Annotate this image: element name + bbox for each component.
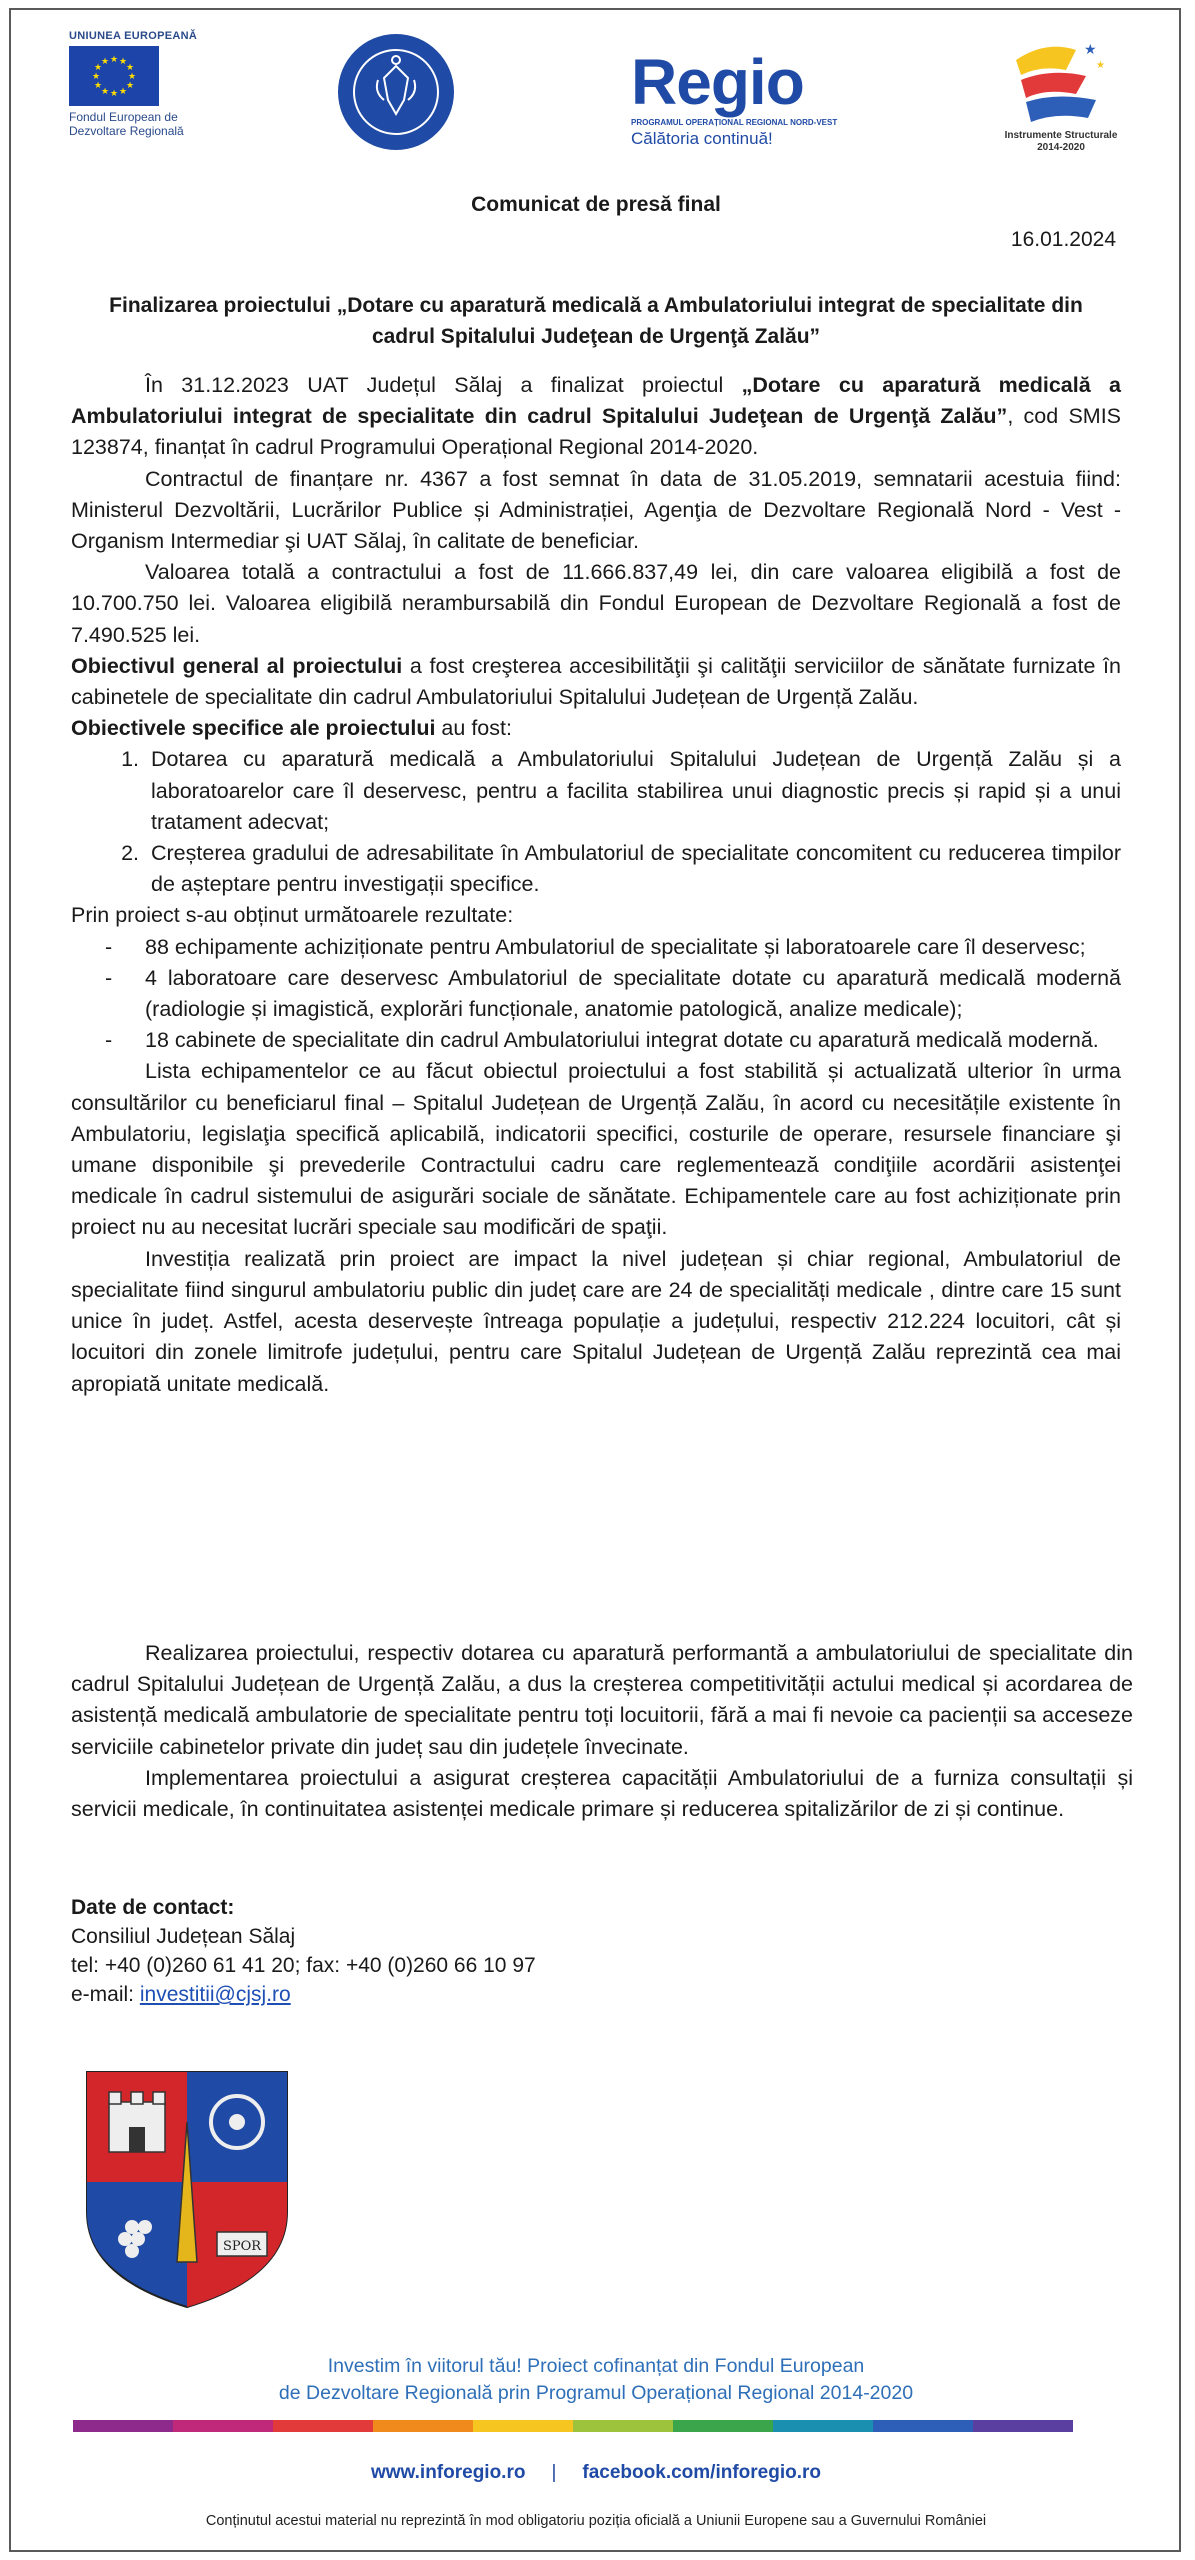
result-text: 88 echipamente achiziționate pentru Ambulatoriul de specialitate și laboratoarele care îl deservesc;	[145, 934, 1086, 959]
funding-line-1: Investim în viitorul tău! Proiect cofinanțat din Fondul European	[327, 2355, 865, 2377]
footer-links	[11, 2462, 1181, 2484]
color-stripe-segment	[973, 2420, 1073, 2432]
svg-text:★: ★	[100, 57, 110, 67]
intro-text-1: În 31.12.2023 UAT Județul Sălaj a finalizat proiectul	[145, 373, 742, 397]
general-objective-text: a fost creşterea accesibilităţii şi calităţii serviciilor de sănătate furnizate în cabinetele de specialitate din cadrul Ambulatoriului Spitalului Județean de Urgență Zalău.	[71, 653, 1121, 710]
paragraph-impact: Investiția realizată prin proiect are impact la nivel județean și chiar regional, Ambulatoriul de specialitate fiind singurul ambulatoriu public din județ care are 24 de specialități medicale , dintre care 15 sunt unice în județ. Astfel, acesta deservește întreaga populație a județului, respectiv 212.224 locuitori, cât și locuitori din zonele limitrofe județului, pentru care Spitalul Județean de Urgență Zalău reprezintă cea mai apropiată unitate medicală.	[71, 1246, 1121, 1396]
paragraph-results-intro: Prin proiect s-au obținut următoarele rezultate:	[71, 903, 514, 928]
is-caption-line-1: Instrumente Structurale	[1004, 130, 1118, 141]
structural-instruments-icon	[1006, 30, 1116, 130]
svg-text:★: ★	[100, 87, 110, 97]
results-list	[71, 932, 1121, 1057]
press-release-page	[9, 8, 1181, 2552]
website-link[interactable]: www.inforegio.ro	[371, 2462, 526, 2483]
disclaimer: Conținutul acestui material nu reprezintă în mod obligatoriu poziția oficială a Uniunii Europene sau a Guvernului României	[205, 2513, 987, 2529]
result-text: 18 cabinete de specialitate din cadrul Ambulatoriului integrat dotate cu aparatură medicală modernă.	[145, 1028, 1099, 1053]
email-link[interactable]: investitii@cjsj.ro	[139, 1983, 291, 2006]
svg-text:★: ★	[1096, 60, 1105, 71]
paragraph-equipment-list: Lista echipamentelor ce au făcut obiectul proiectului a fost stabilită și actualizată ulterior în urma consultărilor cu beneficiarul final – Spitalul Județean de Urgență Zalău, în acord cu necesitățile existente în Ambulatoriu, legislaţia specifică aplicabilă, indicatorii specifici, costurile de operare, resursele financiare şi umane disponibile şi prevederile Contractului cadru care reglementează condiţiile acordării asistenţei medicale în cadrul sistemului de asigurări sociale de sănătate. Echipamentele care au fost achiziționate prin proiect nu au necesitat lucrări speciale sau modificări de spaţii.	[71, 1059, 1121, 1240]
list-item	[71, 932, 1121, 963]
paragraph-implementation: Implementarea proiectului a asigurat creșterea capacității Ambulatoriului de a furniza consultații și servicii medicale, în continuitatea asistenței medicale primare și reducerea spitalizărilor de zi și continue.	[71, 1765, 1133, 1822]
press-release-date: 16.01.2024	[1010, 228, 1116, 251]
body-text-conclusion	[71, 1638, 1133, 1825]
funding-statement	[11, 2353, 1181, 2407]
svg-text:★: ★	[1084, 42, 1097, 58]
paragraph-specific-objectives	[71, 713, 1121, 744]
color-stripe-segment	[373, 2420, 473, 2432]
project-name: „Dotare cu aparatură medicală a Ambulatoriului integrat de specialitate din cadrul Spitalului Judeţean de Urgenţă Zalău”	[71, 373, 1121, 429]
structural-instruments-caption	[986, 130, 1136, 154]
eu-caption-line-2: Dezvoltare Regională	[69, 124, 184, 138]
svg-text:★: ★	[127, 72, 137, 82]
eu-caption-line-1: Fondul European de	[69, 110, 178, 124]
regio-logo	[631, 46, 851, 149]
specific-objectives-text: au fost:	[435, 716, 512, 741]
paragraph-value: Valoarea totală a contractului a fost de 11.666.837,49 lei, din care valoarea eligibilă a fost de 10.700.750 lei. Valoarea eligibilă nerambursabilă din Fondul European de Dezvoltare Regională a fost de 7.490.525 lei.	[71, 560, 1121, 647]
eu-logo-caption	[69, 110, 209, 138]
specific-objectives-list	[71, 744, 1121, 900]
funding-line-2: de Dezvoltare Regională prin Programul Operațional Regional 2014-2020	[278, 2382, 914, 2404]
salaj-county-crest-icon	[77, 2062, 297, 2312]
color-stripe-segment	[173, 2420, 273, 2432]
svg-text:★: ★	[118, 87, 128, 97]
list-dash: -	[105, 1028, 113, 1053]
contact-email-line	[71, 1980, 536, 2009]
svg-text:★: ★	[125, 81, 135, 91]
government-seal-icon	[334, 30, 458, 154]
list-item	[71, 963, 1121, 1025]
crest-text: SPOR	[222, 2239, 262, 2254]
contact-block	[71, 1893, 536, 2009]
color-stripe-segment	[773, 2420, 873, 2432]
svg-text:★: ★	[109, 55, 119, 65]
color-stripe-segment	[273, 2420, 373, 2432]
color-stripe-segment	[573, 2420, 673, 2432]
intro-text-2: , cod SMIS 123874, finanțat în cadrul Programului Operațional Regional 2014-2020.	[71, 404, 1122, 460]
email-label: e-mail:	[71, 1983, 140, 2006]
list-item: 2. Creșterea gradului de adresabilitate în Ambulatoriul de specialitate concomitent cu reducerea timpilor de așteptare pentru investigații specifice.	[145, 838, 1121, 900]
is-caption-line-2: 2014-2020	[1037, 142, 1085, 153]
structural-instruments-logo	[986, 30, 1136, 154]
color-stripe-segment	[673, 2420, 773, 2432]
result-text: 4 laboratoare care deservesc Ambulatoriul de specialitate dotate cu aparatură medicală modernă (radiologie și imagistică, explorări funcționale, anatomie patologică, analize medicale);	[145, 965, 1121, 1022]
svg-text:★: ★	[125, 63, 135, 73]
contact-phone: tel: +40 (0)260 61 41 20; fax: +40 (0)260 66 10 97	[71, 1954, 536, 1977]
list-item	[71, 1025, 1121, 1056]
body-text	[71, 370, 1121, 1400]
svg-text:★: ★	[118, 57, 128, 67]
document-title: Finalizarea proiectului „Dotare cu aparatură medicală a Ambulatoriului integrat de specialitate din cadrul Spitalului Judeţean de Urgenţă Zalău”	[109, 294, 1083, 348]
specific-objectives-label: Obiectivele specifice ale proiectului	[71, 716, 436, 741]
color-stripe-segment	[73, 2420, 173, 2432]
svg-text:★: ★	[93, 81, 103, 91]
color-stripe-segment	[873, 2420, 973, 2432]
facebook-link[interactable]: facebook.com/inforegio.ro	[582, 2462, 821, 2483]
color-stripe-segment	[473, 2420, 573, 2432]
eu-logo	[69, 30, 209, 138]
paragraph-general-objective	[71, 651, 1121, 713]
regio-slogan: Călătoria continuă!	[631, 129, 773, 148]
general-objective-label: Obiectivul general al proiectului	[71, 653, 403, 678]
list-dash: -	[105, 965, 113, 990]
eu-logo-title: UNIUNEA EUROPEANĂ	[69, 30, 198, 42]
paragraph-intro	[71, 370, 1121, 464]
regio-wordmark: Regio	[631, 46, 804, 118]
eu-flag-icon	[69, 46, 159, 106]
list-dash: -	[105, 934, 113, 959]
link-separator: |	[551, 2462, 557, 2483]
color-stripe	[73, 2420, 1073, 2432]
press-release-title: Comunicat de presă final	[471, 193, 721, 216]
contact-organization: Consiliul Județean Sălaj	[71, 1925, 296, 1948]
paragraph-outcome: Realizarea proiectului, respectiv dotarea cu aparatură performantă a ambulatoriului de specialitate din cadrul Spitalului Județean de Urgență Zalău, a dus la creșterea competitivității actului medical și acordarea de asistență medicală ambulatorie de specialitate pentru toți locuitorii, fără a mai fi nevoie ca pacienții sa acceseze serviciile cabinetelor private din județ sau din județele învecinate.	[71, 1641, 1133, 1759]
list-item: 1. Dotarea cu aparatură medicală a Ambulatoriului Spitalului Județean de Urgență Zalău și a laboratoarelor care îl deservesc, pentru a facilita stabilirea unui diagnostic precis și rapid și a unui tratament adecvat;	[145, 744, 1121, 838]
paragraph-contract: Contractul de finanțare nr. 4367 a fost semnat în data de 31.05.2019, semnatarii acestuia fiind: Ministerul Dezvoltării, Lucrărilor Publice și Administrației, Agenţia de Dezvoltare Regională Nord - Vest - Organism Intermediar şi UAT Sălaj, în calitate de beneficiar.	[71, 466, 1121, 554]
svg-text:★: ★	[93, 63, 103, 73]
contact-heading: Date de contact:	[71, 1896, 235, 1919]
regio-subtitle: PROGRAMUL OPERAȚIONAL REGIONAL NORD-VEST	[631, 118, 838, 127]
svg-text:★: ★	[109, 89, 119, 99]
svg-text:★: ★	[91, 72, 101, 82]
